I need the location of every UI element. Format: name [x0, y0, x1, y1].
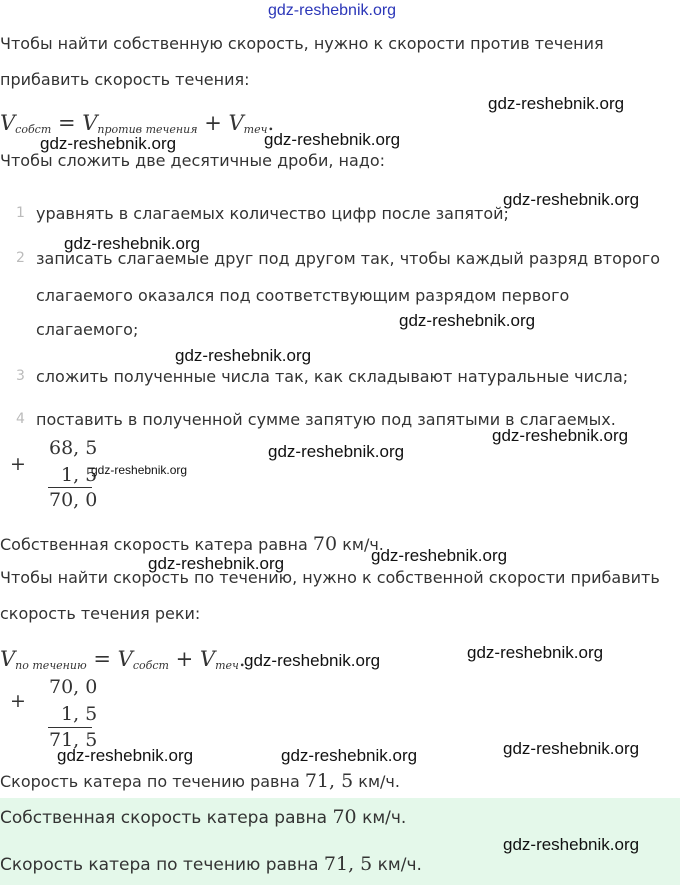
watermark: gdz-reshebnik.org — [64, 234, 201, 253]
watermark: gdz-reshebnik.org — [244, 651, 381, 670]
own-speed-text: Собственная скорость катера равна 70 км/ч. — [0, 533, 384, 555]
step-text: слагаемого оказался под соответствующим разрядом первого — [36, 286, 570, 305]
calc-plus-sign: + — [10, 453, 26, 475]
downstream-intro-2: скорость течения реки: — [0, 604, 201, 623]
decimals-intro: Чтобы сложить две десятичные дроби, надо: — [0, 151, 386, 170]
step-text: уравнять в слагаемых количество цифр после запятой; — [36, 204, 509, 223]
step-text: записать слагаемые друг под другом так, чтобы каждый разряд второго — [36, 249, 660, 268]
calc-result: 70, 0 — [49, 489, 98, 511]
step-number: 2 — [16, 250, 25, 266]
calc-addend-2: 1, 5 — [61, 703, 98, 725]
answer-line-2: Скорость катера по течению равна 71, 5 км/ч. — [0, 853, 422, 875]
watermark: gdz-reshebnik.org — [148, 554, 285, 573]
watermark: gdz-reshebnik.org — [492, 426, 629, 445]
watermark: gdz-reshebnik.org — [371, 546, 508, 565]
watermark: gdz-reshebnik.org — [503, 739, 640, 758]
step-number: 3 — [16, 368, 25, 384]
calc-sum-line — [48, 727, 92, 728]
watermark: gdz-reshebnik.org — [281, 746, 418, 765]
watermark: gdz-reshebnik.org — [467, 643, 604, 662]
downstream-intro-1: Чтобы найти скорость по течению, нужно к собственной скорости прибавить — [0, 568, 660, 587]
watermark: gdz-reshebnik.org — [399, 311, 536, 330]
intro-line-2: прибавить скорость течения: — [0, 70, 250, 89]
watermark: gdz-reshebnik.org — [268, 442, 405, 461]
step-text: поставить в полученной сумме запятую под запятыми в слагаемых. — [36, 410, 616, 429]
step-text: слагаемого; — [36, 320, 139, 339]
formula-own-speed: Vсобст = Vпротив течения + Vтеч. — [0, 111, 275, 136]
watermark: gdz-reshebnik.org — [264, 130, 401, 149]
watermark: gdz-reshebnik.org — [91, 463, 188, 477]
watermark-top: gdz-reshebnik.org — [268, 2, 397, 19]
calc-addend-1: 70, 0 — [49, 676, 98, 698]
step-number: 4 — [16, 411, 25, 427]
step-number: 1 — [16, 205, 25, 221]
watermark: gdz-reshebnik.org — [40, 134, 177, 153]
calc-addend-2: 1, 5 — [61, 464, 98, 486]
step-text: сложить полученные числа так, как складывают натуральные числа; — [36, 367, 629, 386]
watermark: gdz-reshebnik.org — [503, 835, 640, 854]
intro-line-1: Чтобы найти собственную скорость, нужно к скорости против течения — [0, 34, 604, 53]
calc-result: 71, 5 — [49, 729, 98, 751]
formula-downstream-speed: Vпо течению = Vсобст + Vтеч. — [0, 647, 246, 672]
down-speed-text: Скорость катера по течению равна 71, 5 км/ч. — [0, 770, 400, 792]
watermark: gdz-reshebnik.org — [488, 94, 625, 113]
answer-line-1: Собственная скорость катера равна 70 км/ч. — [0, 806, 407, 828]
calc-addend-1: 68, 5 — [49, 437, 98, 459]
calc-plus-sign: + — [10, 690, 26, 712]
calc-sum-line — [48, 487, 92, 488]
watermark: gdz-reshebnik.org — [503, 190, 640, 209]
watermark: gdz-reshebnik.org — [57, 746, 194, 765]
watermark: gdz-reshebnik.org — [175, 346, 312, 365]
